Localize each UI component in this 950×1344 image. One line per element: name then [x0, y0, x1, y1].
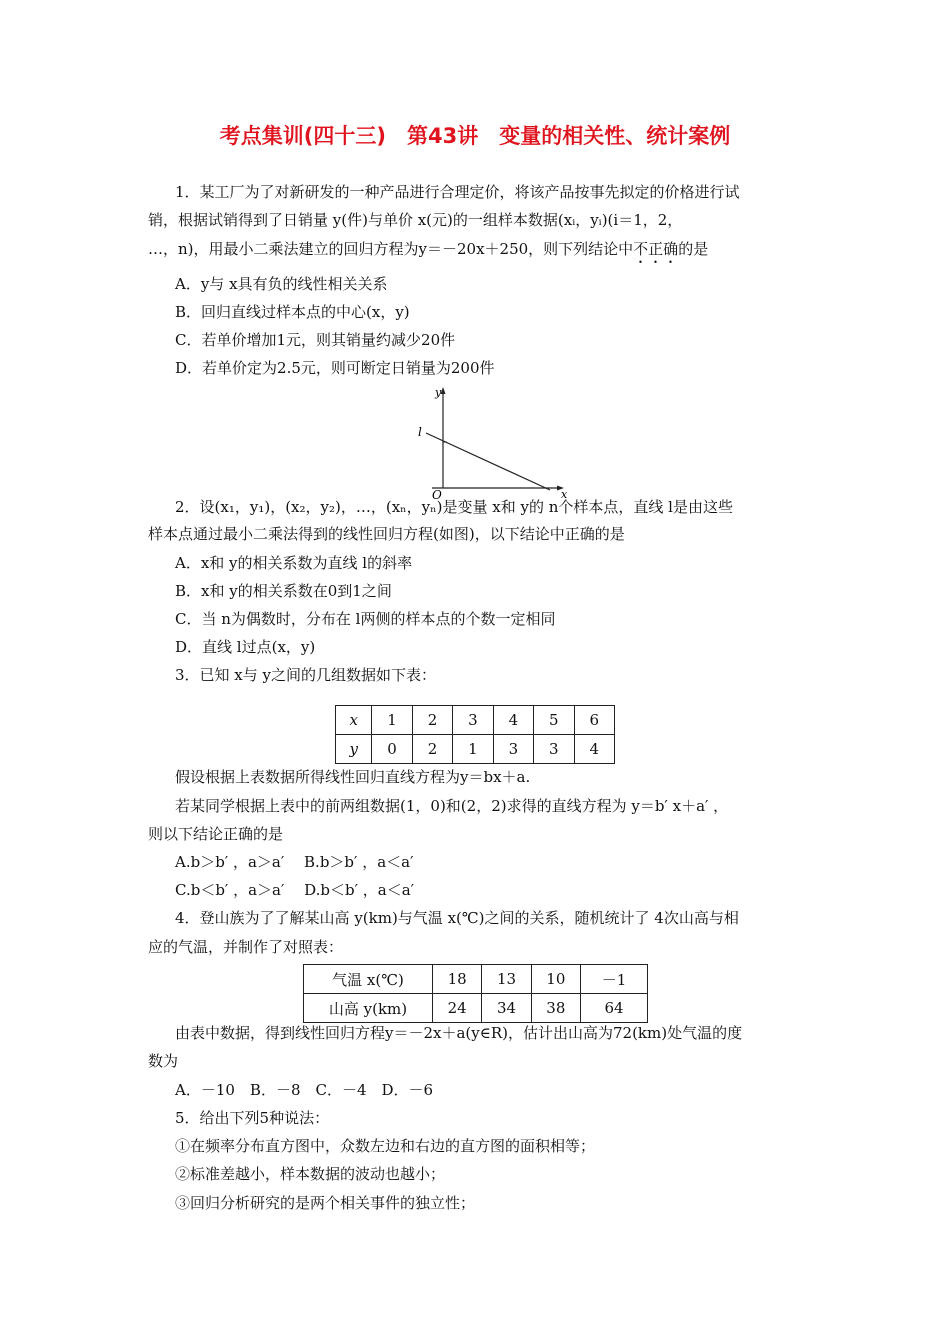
line-label: l	[418, 425, 422, 439]
q1-stem-text: …，n)，用最小二乘法建立的回归方程为y＝－20x＋250，则下列结论中	[148, 240, 634, 258]
q4-data-table	[303, 964, 648, 1023]
table-cell: x	[336, 706, 372, 735]
q3-options-ab: A.b＞b′ ，a＞a′ B.b＞b′ ，a＜a′	[175, 853, 414, 871]
table-cell: 24	[433, 994, 482, 1023]
q4-options: A．－10 B．－8 C．－4 D．－6	[175, 1081, 434, 1099]
q1-stem-end: 的是	[678, 240, 709, 258]
table-row	[304, 965, 648, 994]
regression-figure	[410, 385, 575, 500]
table-cell: 3	[493, 735, 533, 764]
table-cell: 气温 x(℃)	[304, 965, 433, 994]
table-row	[336, 735, 615, 764]
table-cell: 4	[493, 706, 533, 735]
table-cell: 13	[482, 965, 531, 994]
y-axis-label: y	[435, 386, 442, 399]
table-cell: 2	[412, 735, 452, 764]
table-cell: 1	[453, 735, 493, 764]
table-cell: 18	[433, 965, 482, 994]
q2-stem-line-1: 2．设(x₁，y₁)，(x₂，y₂)，…，(xₙ，yₙ)是变量 x和 y的 n个样本点，直线 l是由这些	[175, 498, 733, 516]
q1-option-c: C．若单价增加1元，则其销量约减少20件	[175, 331, 456, 349]
table-cell: 4	[574, 735, 614, 764]
q4-stem-line-4: 数为	[148, 1052, 179, 1070]
q2-option-a: A．x和 y的相关系数为直线 l的斜率	[175, 554, 413, 572]
q4-stem-line-3: 由表中数据，得到线性回归方程y＝－2x＋a(y∈R)，估计出山高为72(km)处气温的度	[175, 1024, 743, 1042]
origin-label: O	[432, 488, 442, 500]
q4-stem-line-1: 4．登山族为了了解某山高 y(km)与气温 x(℃)之间的关系，随机统计了 4次山高与相	[175, 909, 739, 927]
page-title: 考点集训(四十三) 第43讲 变量的相关性、统计案例	[219, 124, 731, 148]
q1-stem-line-2: 销，根据试销得到了日销量 y(件)与单价 x(元)的一组样本数据(xᵢ，yᵢ)(i＝1，2，	[148, 211, 683, 229]
x-axis-label: x	[561, 488, 568, 500]
table-cell: 0	[372, 735, 412, 764]
table-cell: 山高 y(km)	[304, 994, 433, 1023]
table-cell: 3	[534, 735, 574, 764]
table-cell: 3	[453, 706, 493, 735]
table-cell: 10	[531, 965, 580, 994]
table-cell: 1	[372, 706, 412, 735]
table-cell: y	[336, 735, 372, 764]
q4-stem-line-2: 应的气温，并制作了对照表：	[148, 938, 344, 956]
y-axis-arrow-icon	[441, 387, 446, 394]
table-row	[336, 706, 615, 735]
q3-data-table	[335, 705, 615, 764]
q1-option-a: A．y与 x具有负的线性相关关系	[175, 275, 388, 293]
table-cell: 38	[531, 994, 580, 1023]
q1-stem-line-1: 1．某工厂为了对新研发的一种产品进行合理定价，将该产品按事先拟定的价格进行试	[175, 183, 740, 201]
q3-options-cd: C.b＜b′ ，a＞a′ D.b＜b′ ，a＜a′	[175, 881, 415, 899]
q5-item-1: ①在频率分布直方图中，众数左边和右边的直方图的面积相等；	[175, 1137, 596, 1155]
q2-option-d: D．直线 l过点(x，y)	[175, 638, 316, 656]
table-cell: 2	[412, 706, 452, 735]
q3-stem-line-2: 假设根据上表数据所得线性回归直线方程为y＝bx＋a.	[175, 768, 531, 786]
table-cell: 6	[574, 706, 614, 735]
q1-option-b: B．回归直线过样本点的中心(x，y)	[175, 303, 410, 321]
table-cell: 5	[534, 706, 574, 735]
q3-stem-line-1: 3．已知 x与 y之间的几组数据如下表：	[175, 666, 437, 684]
q3-stem-line-3: 若某同学根据上表中的前两组数据(1，0)和(2，2)求得的直线方程为 y＝b′ x＋a′ ，	[175, 797, 729, 815]
q5-item-3: ③回归分析研究的是两个相关事件的独立性；	[175, 1194, 476, 1212]
q1-option-d: D．若单价定为2.5元，则可断定日销量为200件	[175, 359, 495, 377]
table-cell: 34	[482, 994, 531, 1023]
table-cell: －1	[581, 965, 648, 994]
table-cell: 64	[581, 994, 648, 1023]
regression-line	[426, 433, 550, 490]
q1-emphasis: 不正确	[633, 240, 679, 258]
q2-option-b: B．x和 y的相关系数在0到1之间	[175, 582, 392, 600]
q1-stem-line-3	[148, 238, 708, 267]
q2-option-c: C．当 n为偶数时，分布在 l两侧的样本点的个数一定相同	[175, 610, 556, 628]
q5-stem: 5．给出下列5种说法：	[175, 1109, 330, 1127]
table-row	[304, 994, 648, 1023]
q3-stem-line-4: 则以下结论正确的是	[148, 825, 284, 843]
q2-stem-line-2: 样本点通过最小二乘法得到的线性回归方程(如图)，以下结论中正确的是	[148, 525, 625, 543]
q5-item-2: ②标准差越小，样本数据的波动也越小；	[175, 1165, 446, 1183]
